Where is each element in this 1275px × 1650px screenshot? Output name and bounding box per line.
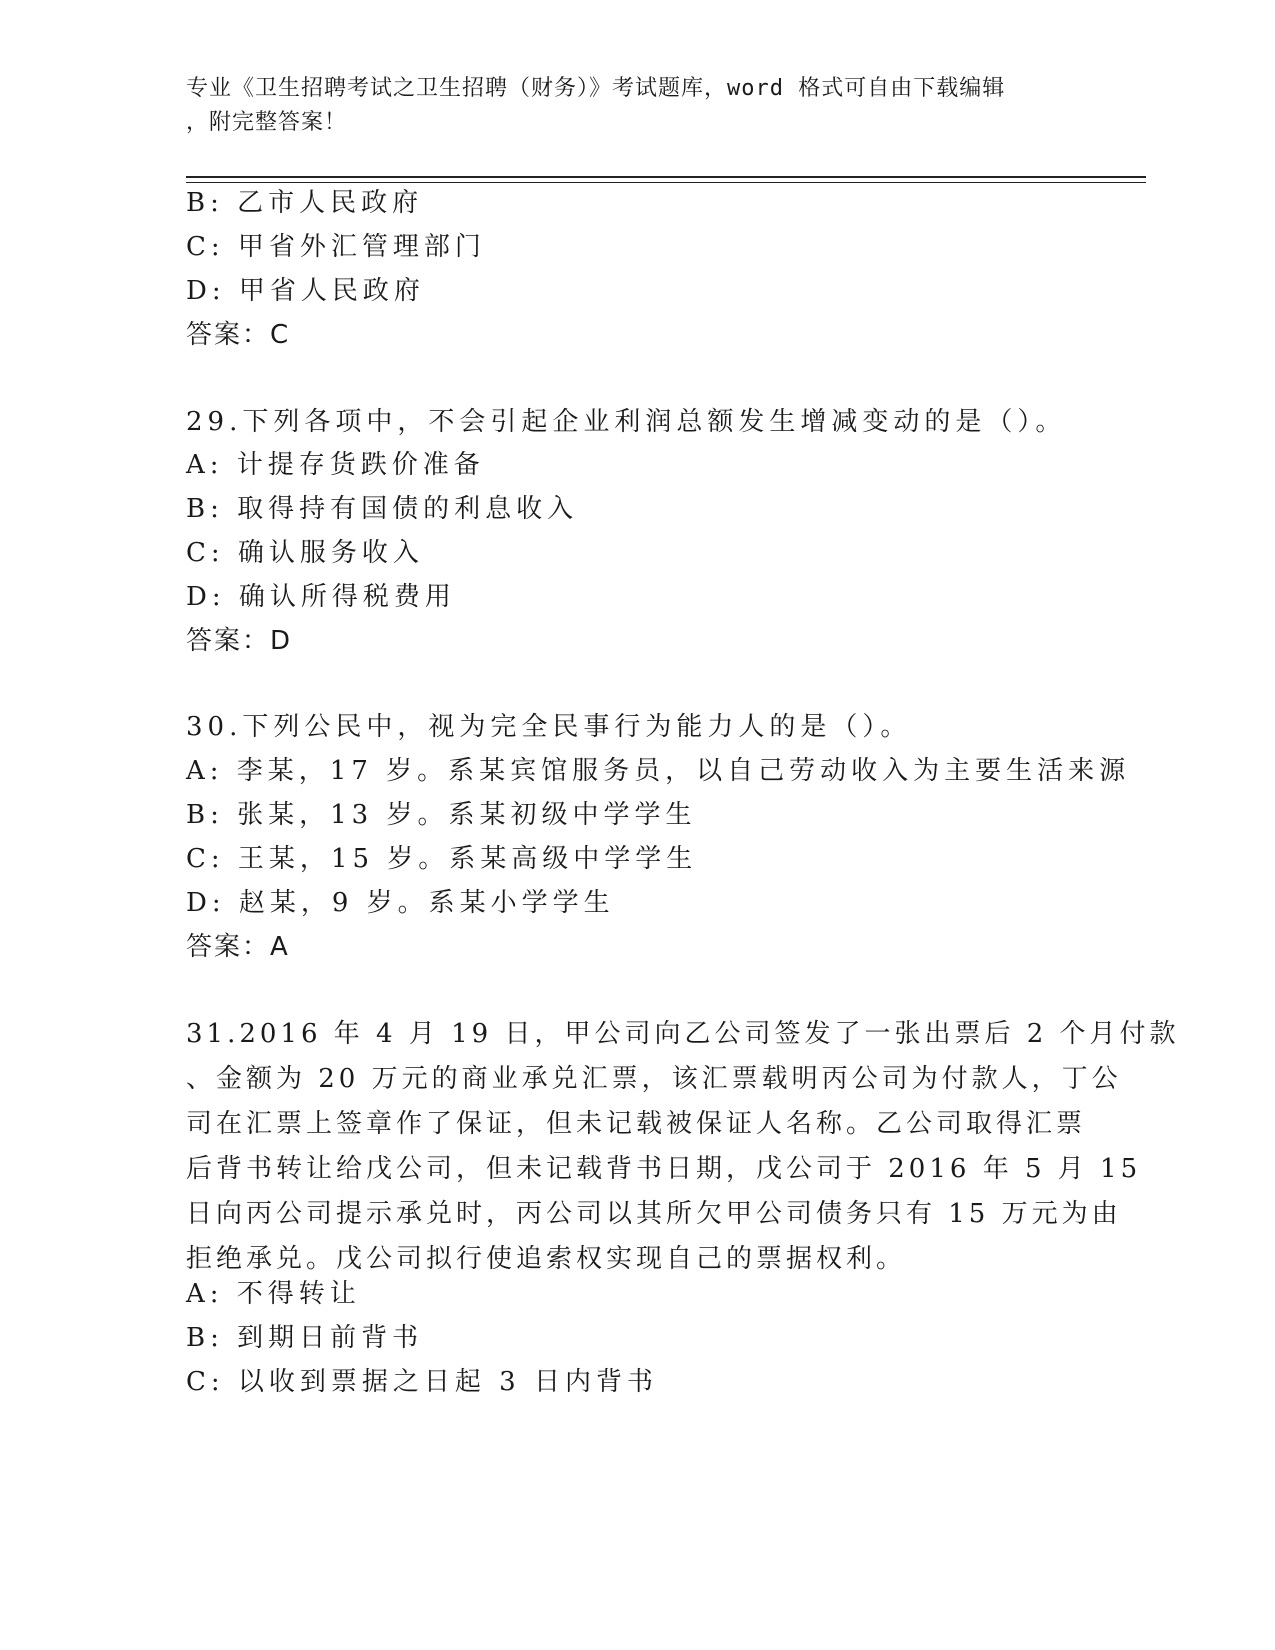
q30-option-a: A: 李某，17 岁。系某宾馆服务员，以自己劳动收入为主要生活来源 [186,756,1131,786]
q29-question: 29.下列各项中，不会引起企业利润总额发生增减变动的是（）。 [186,407,1067,437]
q29-option-a: A: 计提存货跌价准备 [186,450,485,480]
q30-question: 30.下列公民中，视为完全民事行为能力人的是（）。 [186,712,912,742]
q28-option-c: C: 甲省外汇管理部门 [186,232,486,262]
q31-question-line: 31.2016 年 4 月 19 日，甲公司向乙公司签发了一张出票后 2 个月付款 [186,1019,1180,1049]
q29-option-b: B: 取得持有国债的利息收入 [186,494,579,524]
q31-question-line: 日向丙公司提示承兑时，丙公司以其所欠甲公司债务只有 15 万元为由 [186,1199,1122,1229]
q28-answer: 答案：C [186,320,291,350]
q31-question-line: 、金额为 20 万元的商业承兑汇票，该汇票载明丙公司为付款人，丁公 [186,1064,1122,1094]
q31-option-c: C: 以收到票据之日起 3 日内背书 [186,1367,658,1397]
q31-question-line: 拒绝承兑。戊公司拟行使追索权实现自己的票据权利。 [186,1244,907,1274]
q28-option-d: D: 甲省人民政府 [186,276,425,306]
q29-answer: 答案：D [186,626,293,656]
header-line-1: 专业《卫生招聘考试之卫生招聘（财务）》考试题库，word 格式可自由下载编辑 [186,76,1006,101]
q30-option-c: C: 王某，15 岁。系某高级中学学生 [186,844,698,874]
q29-option-d: D: 确认所得税费用 [186,582,456,612]
q30-option-d: D: 赵某，9 岁。系某小学学生 [186,888,615,918]
document-header [186,72,1066,140]
q31-option-a: A: 不得转让 [186,1279,361,1309]
q30-answer: 答案：A [186,932,290,962]
header-line-2: ，附完整答案！ [186,110,348,135]
q31-question [186,1012,1180,1282]
header-divider-thick [186,176,1146,178]
q30-option-b: B: 张某，13 岁。系某初级中学学生 [186,800,697,830]
q31-option-b: B: 到期日前背书 [186,1323,424,1353]
q31-question-line: 司在汇票上签章作了保证，但未记载被保证人名称。乙公司取得汇票 [186,1109,1087,1139]
q31-question-line: 后背书转让给戊公司，但未记载背书日期，戊公司于 2016 年 5 月 15 [186,1154,1142,1184]
q28-option-b: B: 乙市人民政府 [186,188,424,218]
header-divider-thin [186,182,1146,183]
q29-option-c: C: 确认服务收入 [186,538,424,568]
